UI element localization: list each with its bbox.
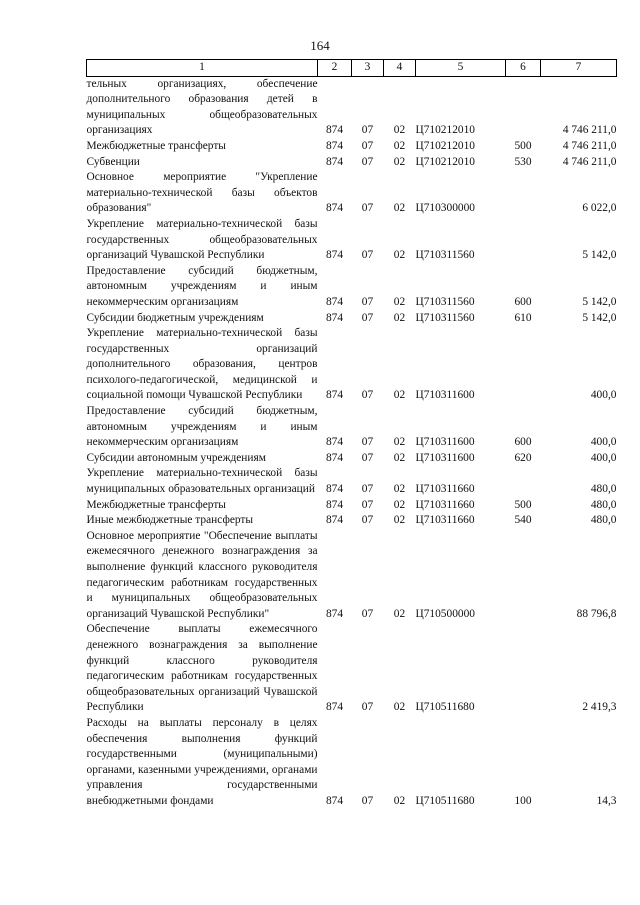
cell-section-code: 07	[361, 295, 374, 308]
cell-subsection-code: 02	[393, 202, 406, 215]
cell-amount: 14,3	[596, 794, 617, 807]
table-row	[87, 529, 617, 623]
cell-expense-type-code: 100	[514, 794, 532, 807]
cell-section-code: 07	[361, 498, 374, 511]
cell-target-article-code: Ц710511680	[415, 794, 475, 807]
cell-subsection-code: 02	[393, 249, 406, 262]
cell-expense-type-code: 620	[514, 451, 532, 464]
table-row	[87, 716, 617, 810]
cell-subsection-code: 02	[393, 483, 406, 496]
cell-amount: 2 419,3	[582, 701, 617, 714]
cell-section-code: 07	[361, 607, 374, 620]
cell-section-code: 07	[361, 701, 374, 714]
cell-expense-name: Субвенции	[86, 155, 140, 168]
cell-ministry-code: 874	[325, 124, 344, 137]
table-row	[87, 170, 617, 217]
cell-expense-name: Укрепление материально-технической базы государственных организаций дополнительного образования, центров психолого-педагогической, медицинской и социальной помощи Чувашской Республики	[86, 327, 318, 402]
cell-subsection-code: 02	[393, 451, 406, 464]
cell-expense-name: Межбюджетные трансферты	[86, 139, 226, 152]
cell-expense-name: Обеспечение выплаты ежемесячного денежного вознаграждения за выполнение функций классного руководителя педагогическим работникам государственных общеобразовательных организаций Чувашской Республики	[86, 623, 318, 714]
cell-amount: 6 022,0	[582, 202, 617, 215]
table-row	[87, 498, 617, 514]
cell-target-article-code: Ц710311560	[415, 311, 475, 324]
cell-section-code: 07	[361, 202, 374, 215]
cell-ministry-code: 874	[325, 794, 344, 807]
cell-expense-type-code: 530	[514, 155, 532, 168]
cell-expense-name: Предоставление субсидий бюджетным, автономным учреждениям и иным некоммерческим организациям	[86, 405, 318, 449]
cell-amount: 88 796,8	[576, 607, 617, 620]
cell-section-code: 07	[361, 436, 374, 449]
cell-section-code: 07	[361, 514, 374, 527]
cell-subsection-code: 02	[393, 389, 406, 402]
cell-expense-name: Межбюджетные трансферты	[86, 498, 226, 511]
cell-expense-name: Субсидии бюджетным учреждениям	[86, 311, 264, 324]
cell-expense-type-code	[506, 622, 541, 716]
cell-subsection-code: 02	[393, 155, 406, 168]
cell-expense-type-code	[506, 76, 541, 139]
table-row	[87, 451, 617, 467]
cell-target-article-code: Ц710212010	[415, 139, 475, 152]
table-row	[87, 217, 617, 264]
column-header-3: 3	[352, 60, 384, 77]
cell-target-article-code: Ц710212010	[415, 155, 475, 168]
cell-amount: 5 142,0	[582, 311, 617, 324]
cell-expense-type-code	[506, 466, 541, 497]
cell-section-code: 07	[361, 451, 374, 464]
cell-section-code: 07	[361, 483, 374, 496]
cell-ministry-code: 874	[325, 701, 344, 714]
cell-amount: 480,0	[590, 514, 617, 527]
cell-expense-type-code: 500	[514, 498, 532, 511]
table-row	[87, 155, 617, 171]
cell-expense-type-code	[506, 217, 541, 264]
cell-ministry-code: 874	[325, 295, 344, 308]
cell-target-article-code: Ц710311600	[415, 389, 475, 402]
cell-amount: 400,0	[590, 389, 617, 402]
cell-subsection-code: 02	[393, 514, 406, 527]
cell-target-article-code: Ц710311660	[415, 514, 475, 527]
table-row	[87, 326, 617, 404]
column-header-1: 1	[87, 60, 318, 77]
budget-table	[86, 59, 617, 810]
column-header-6: 6	[506, 60, 541, 77]
cell-expense-name: Расходы на выплаты персоналу в целях обеспечения выполнения функций государственными (муниципальными) органами, казенными учреждениями, органами управления государственными внебюджетными фондами	[86, 716, 318, 807]
cell-ministry-code: 874	[325, 514, 344, 527]
cell-ministry-code: 874	[325, 436, 344, 449]
cell-ministry-code: 874	[325, 311, 344, 324]
cell-amount: 5 142,0	[582, 295, 617, 308]
cell-amount: 480,0	[590, 498, 617, 511]
table-row	[87, 466, 617, 497]
cell-subsection-code: 02	[393, 701, 406, 714]
cell-target-article-code: Ц710311660	[415, 483, 475, 496]
table-row	[87, 513, 617, 529]
cell-subsection-code: 02	[393, 139, 406, 152]
cell-section-code: 07	[361, 124, 374, 137]
cell-expense-type-code	[506, 326, 541, 404]
cell-expense-name: Субсидии автономным учреждениям	[86, 451, 266, 464]
cell-expense-type-code: 600	[514, 436, 532, 449]
cell-ministry-code: 874	[325, 202, 344, 215]
cell-target-article-code: Ц710311560	[415, 295, 475, 308]
cell-expense-name: Укрепление материально-технической базы муниципальных образовательных организаций	[86, 467, 318, 496]
cell-section-code: 07	[361, 311, 374, 324]
cell-section-code: 07	[361, 249, 374, 262]
cell-ministry-code: 874	[325, 498, 344, 511]
table-row	[87, 76, 617, 139]
cell-section-code: 07	[361, 155, 374, 168]
cell-target-article-code: Ц710511680	[415, 701, 475, 714]
cell-expense-type-code: 540	[514, 514, 532, 527]
table-row	[87, 622, 617, 716]
cell-target-article-code: Ц710311600	[415, 451, 475, 464]
cell-target-article-code: Ц710300000	[415, 202, 475, 215]
cell-section-code: 07	[361, 389, 374, 402]
cell-expense-name: Иные межбюджетные трансферты	[86, 514, 254, 527]
cell-expense-name: Предоставление субсидий бюджетным, автономным учреждениям и иным некоммерческим организациям	[86, 264, 318, 308]
cell-subsection-code: 02	[393, 436, 406, 449]
cell-expense-type-code: 610	[514, 311, 532, 324]
cell-expense-type-code	[506, 529, 541, 623]
table-header	[87, 60, 617, 77]
cell-amount: 400,0	[590, 451, 617, 464]
cell-expense-name: Укрепление материально-технической базы государственных общеобразовательных организаций Чувашской Республики	[86, 217, 318, 262]
cell-target-article-code: Ц710311600	[415, 436, 475, 449]
cell-amount: 5 142,0	[582, 249, 617, 262]
table-row	[87, 139, 617, 155]
cell-expense-name: Основное мероприятие "Обеспечение выплаты ежемесячного денежного вознаграждения за выполнение функций классного руководителя педагогическим работникам государственных и муниципальных общеобразовательных организаций Чувашской Республики"	[86, 529, 318, 620]
cell-ministry-code: 874	[325, 249, 344, 262]
cell-amount: 480,0	[590, 483, 617, 496]
cell-expense-name: Основное мероприятие "Укрепление материально-технической базы объектов образования"	[86, 171, 318, 215]
column-header-4: 4	[384, 60, 416, 77]
cell-expense-type-code: 500	[514, 139, 532, 152]
cell-subsection-code: 02	[393, 607, 406, 620]
cell-section-code: 07	[361, 794, 374, 807]
cell-subsection-code: 02	[393, 124, 406, 137]
cell-amount: 400,0	[590, 436, 617, 449]
cell-expense-name: тельных организациях, обеспечение дополнительного образования детей в муниципальных общеобразовательных организациях	[86, 77, 318, 137]
table-row	[87, 264, 617, 311]
page-number: 164	[310, 38, 330, 53]
cell-ministry-code: 874	[325, 139, 344, 152]
cell-subsection-code: 02	[393, 311, 406, 324]
cell-amount: 4 746 211,0	[562, 155, 617, 168]
column-header-7: 7	[541, 60, 617, 77]
cell-target-article-code: Ц710311660	[415, 498, 475, 511]
cell-section-code: 07	[361, 139, 374, 152]
table-row	[87, 404, 617, 451]
cell-target-article-code: Ц710500000	[415, 607, 475, 620]
cell-subsection-code: 02	[393, 295, 406, 308]
column-header-2: 2	[318, 60, 352, 77]
table-body	[87, 76, 617, 809]
cell-expense-type-code	[506, 170, 541, 217]
cell-subsection-code: 02	[393, 498, 406, 511]
cell-ministry-code: 874	[325, 483, 344, 496]
cell-subsection-code: 02	[393, 794, 406, 807]
cell-amount: 4 746 211,0	[562, 124, 617, 137]
table-row	[87, 311, 617, 327]
cell-ministry-code: 874	[325, 607, 344, 620]
cell-ministry-code: 874	[325, 451, 344, 464]
column-header-5: 5	[416, 60, 506, 77]
cell-ministry-code: 874	[325, 155, 344, 168]
cell-ministry-code: 874	[325, 389, 344, 402]
cell-target-article-code: Ц710212010	[415, 124, 475, 137]
cell-expense-type-code: 600	[514, 295, 532, 308]
cell-target-article-code: Ц710311560	[415, 249, 475, 262]
cell-amount: 4 746 211,0	[562, 139, 617, 152]
